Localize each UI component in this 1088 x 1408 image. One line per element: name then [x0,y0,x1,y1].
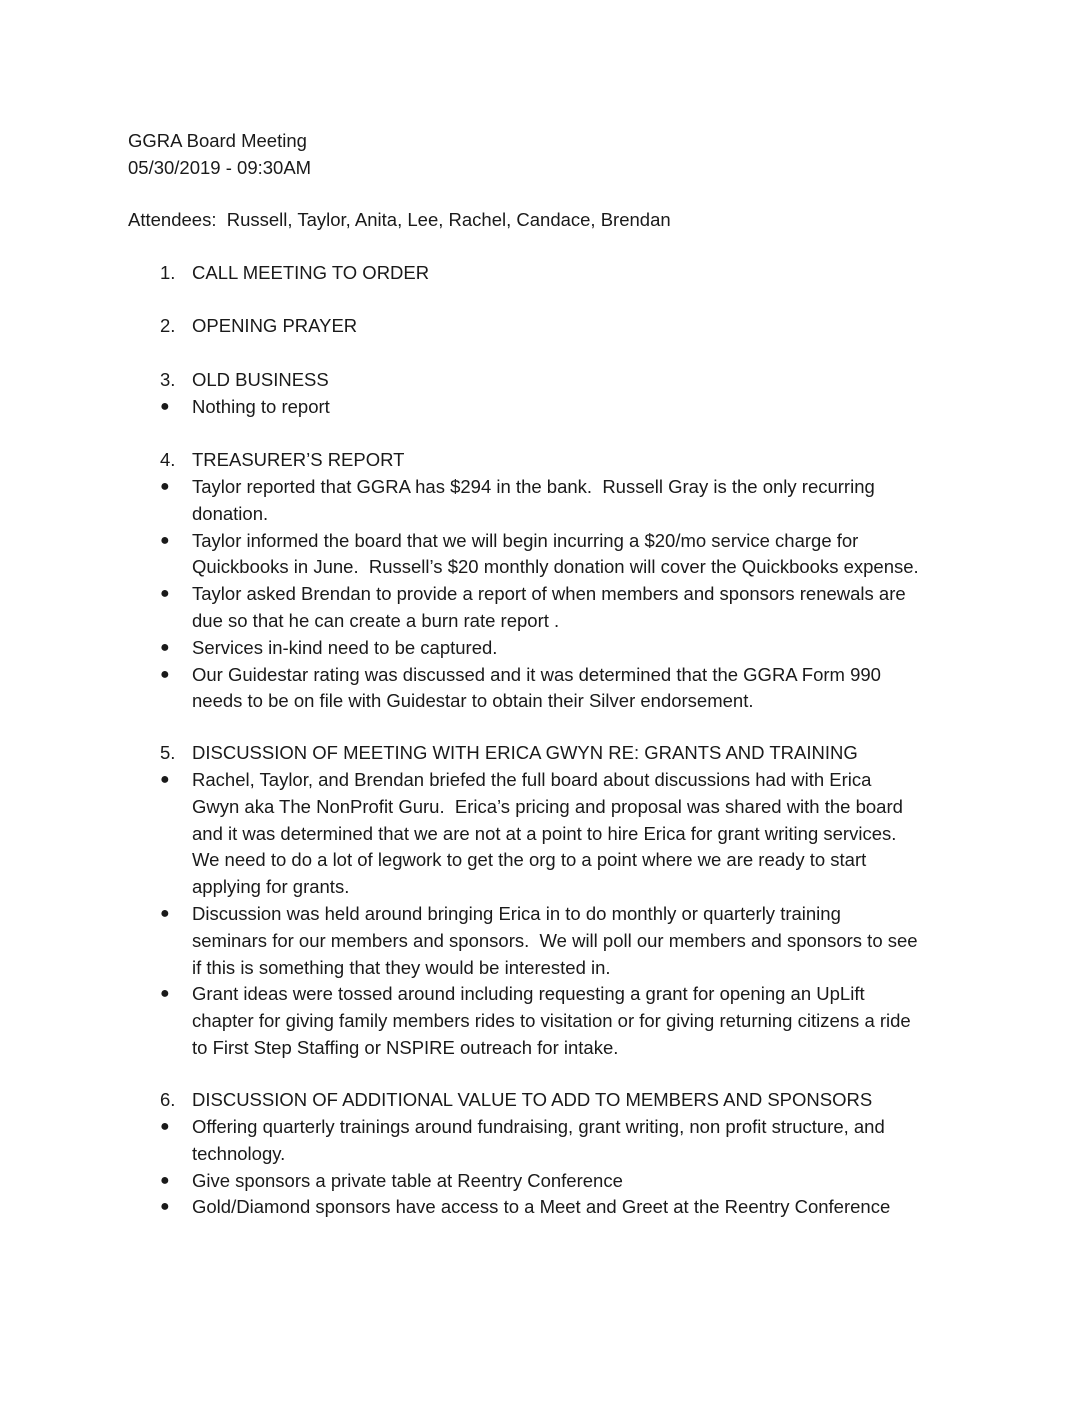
bullet-text [192,981,972,1061]
agenda-section [0,1087,1088,1221]
section-number: 6. [160,1089,176,1110]
bullet-dot-icon: ● [160,771,170,788]
bullet-item [0,1168,1088,1195]
section-number: 5. [160,742,176,763]
section-heading-text: DISCUSSION OF ADDITIONAL VALUE TO ADD TO MEMBERS AND SPONSORS [192,1089,873,1110]
bullet-text [192,1168,972,1195]
bullet-text-line: donation. [192,502,269,524]
document-header [128,128,311,182]
section-heading [0,1087,1088,1114]
agenda-section [0,313,1088,340]
section-heading-text: DISCUSSION OF MEETING WITH ERICA GWYN RE: GRANTS AND TRAINING [192,742,858,763]
bullet-text-line: and it was determined that we are not at a point to hire Erica for grant writing services. [192,822,897,844]
bullet-text-line: Gold/Diamond sponsors have access to a Meet and Greet at the Reentry Conference [192,1196,891,1218]
bullet-text-line: Gwyn aka The NonProfit Guru. Erica’s pricing and proposal was shared with the board [192,795,903,817]
bullet-dot-icon: ● [160,1198,170,1216]
bullet-text-line: needs to be on file with Guidestar to obtain their Silver endorsement. [192,690,754,712]
agenda-section [0,740,1088,1062]
bullet-dot-icon: ● [160,478,170,495]
bullet-item [0,635,1088,662]
bullet-dot-icon: ● [160,398,170,415]
bullet-text-line: Quickbooks in June. Russell’s $20 monthly donation will cover the Quickbooks expense. [192,556,919,578]
bullet-text-line: Taylor informed the board that we will begin incurring a $20/mo service charge for [192,529,859,551]
bullet-item [0,474,1088,528]
section-heading-text: TREASURER’S REPORT [192,449,405,470]
bullet-item [0,662,1088,716]
bullet-dot-icon: ● [160,1171,170,1189]
agenda-section [0,447,1088,715]
section-heading [0,260,1088,287]
bullet-text-line: technology. [192,1142,286,1164]
bullet-text-line: Rachel, Taylor, and Brendan briefed the full board about discussions had with Erica [192,769,872,790]
bullet-item [0,1194,1088,1221]
bullet-text-line: Nothing to report [192,396,330,417]
bullet-text-line: Offering quarterly trainings around fundraising, grant writing, non profit structure, and [192,1116,885,1137]
bullet-dot-icon: ● [160,665,170,683]
section-heading [0,447,1088,474]
bullet-text-line: if this is something that they would be interested in. [192,956,611,978]
bullet-dot-icon: ● [160,638,170,656]
bullet-text [192,767,972,901]
bullet-item [0,767,1088,901]
section-number: 1. [160,262,176,283]
bullet-dot-icon: ● [160,985,170,1003]
section-heading-text: OLD BUSINESS [192,369,329,390]
bullet-text-line: We need to do a lot of legwork to get the org to a point where we are ready to start [192,849,867,871]
bullet-text-line: due so that he can create a burn rate report . [192,609,560,631]
bullet-item [0,901,1088,981]
bullet-text [192,635,972,662]
bullet-text [192,901,972,981]
section-heading-text: OPENING PRAYER [192,315,358,336]
bullet-item [0,1114,1088,1168]
section-number: 2. [160,315,176,336]
section-heading-text: CALL MEETING TO ORDER [192,262,430,283]
bullet-text-line: applying for grants. [192,876,350,898]
bullet-text-line: Give sponsors a private table at Reentry Conference [192,1169,623,1191]
bullet-text [192,474,972,528]
agenda-section [0,260,1088,287]
section-heading [0,367,1088,394]
section-number: 3. [160,369,176,390]
meeting-title: GGRA Board Meeting [128,130,307,151]
bullet-item [0,528,1088,582]
bullet-dot-icon: ● [160,585,170,603]
bullet-text-line: Our Guidestar rating was discussed and it was determined that the GGRA Form 990 [192,663,881,685]
bullet-text [192,581,972,635]
meeting-datetime: 05/30/2019 - 09:30AM [128,156,312,178]
bullet-text-line: Grant ideas were tossed around including requesting a grant for opening an UpLift [192,983,865,1005]
bullet-text [192,394,972,421]
bullet-text [192,662,972,716]
bullet-text-line: chapter for giving family members rides to visitation or for giving returning citizens a ride [192,1010,911,1032]
bullet-text-line: Services in-kind need to be captured. [192,636,498,658]
bullet-dot-icon: ● [160,1118,170,1135]
bullet-text-line: Taylor reported that GGRA has $294 in the bank. Russell Gray is the only recurring [192,476,875,497]
bullet-text-line: Taylor asked Brendan to provide a report of when members and sponsors renewals are [192,583,906,605]
bullet-dot-icon: ● [160,531,170,549]
section-heading [0,313,1088,340]
bullet-text [192,1114,972,1168]
bullet-text [192,528,972,582]
agenda-section [0,367,1088,421]
bullet-text-line: seminars for our members and sponsors. We will poll our members and sponsors to see [192,929,918,951]
section-number: 4. [160,449,176,470]
bullet-item [0,394,1088,421]
bullet-text-line: to First Step Staffing or NSPIRE outreach for intake. [192,1036,619,1058]
bullet-item [0,581,1088,635]
bullet-text-line: Discussion was held around bringing Erica in to do monthly or quarterly training [192,902,841,924]
bullet-item [0,981,1088,1061]
section-heading [0,740,1088,767]
attendees-line: Attendees: Russell, Taylor, Anita, Lee, Rachel, Candace, Brendan [128,209,671,230]
bullet-text [192,1194,972,1221]
bullet-dot-icon: ● [160,904,170,922]
